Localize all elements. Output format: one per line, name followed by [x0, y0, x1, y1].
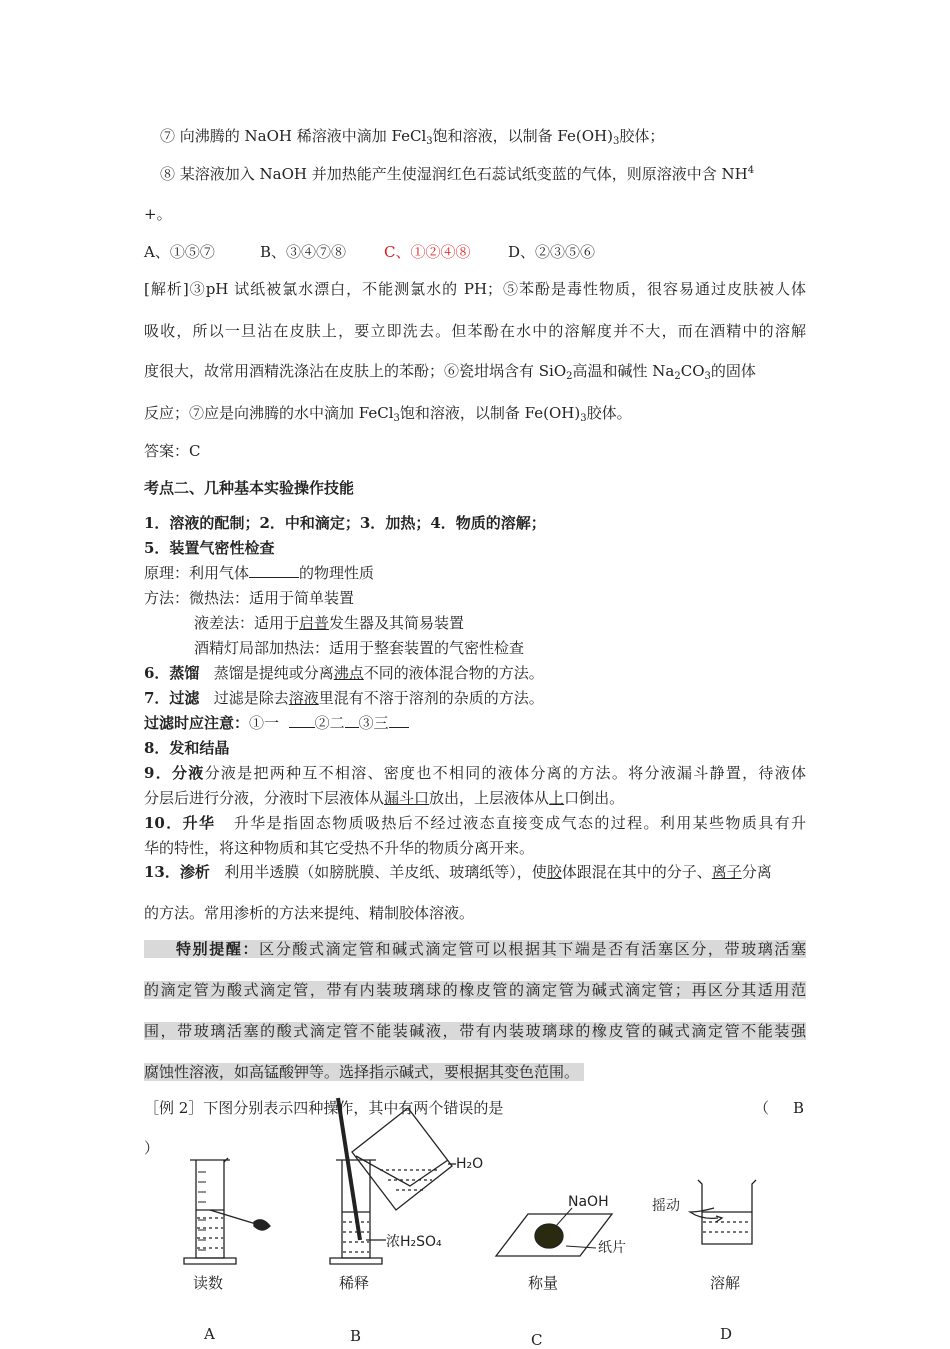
- paper-label: 纸片: [598, 1240, 626, 1256]
- filtration-note: 过滤时应注意：①一 ②二 ③三: [144, 713, 409, 733]
- example-question: ［例 2］下图分别表示四种操作，其中有两个错误的是: [144, 1099, 504, 1117]
- option-d: D、②③⑤⑥: [508, 243, 596, 261]
- method-line-2: 液差法：适用于启普发生器及其简易装置: [194, 614, 465, 632]
- principle-line: 原理：利用气体 的物理性质: [144, 564, 375, 582]
- example-paren-close: ）: [144, 1139, 160, 1157]
- section-title: 考点二、几种基本实验操作技能: [144, 479, 355, 497]
- example-answer: （ B: [754, 1099, 805, 1117]
- reminder-label: 特别提醒：: [176, 940, 260, 958]
- weighing-diagram: [496, 1208, 612, 1256]
- dialysis-line-2: 的方法。常用渗析的方法来提纯、精制胶体溶液。: [144, 904, 475, 922]
- caption-dilution: 稀释: [339, 1274, 370, 1292]
- reminder-line-3: 围，带玻璃活塞的酸式滴定管不能装碱液，带有内装玻璃球的橡皮管的碱式滴定管不能装强: [144, 1022, 806, 1040]
- dissolving-diagram: [690, 1180, 756, 1244]
- airtight-heading: 5．装置气密性检查: [144, 539, 275, 557]
- dialysis-line-1: 13．渗析 利用半透膜（如膀胱膜、羊皮纸、玻璃纸等），使胶体跟混在其中的分子、离子分离: [144, 863, 772, 881]
- figure-letter-c: C: [531, 1331, 543, 1349]
- method-line-3: 酒精灯局部加热法：适用于整套装置的气密性检查: [194, 639, 525, 657]
- separation-line-2: 分层后进行分液，分液时下层液体从漏斗口放出，上层液体从上口倒出。: [144, 789, 625, 807]
- reminder-line-4: 腐蚀性溶液，如高锰酸钾等。选择指示碱式，要根据其变色范围。: [144, 1062, 584, 1082]
- statement-7: ⑦ 向沸腾的 NaOH 稀溶液中滴加 FeCl$_3$饱和溶液，以制备 $Fe(OH)_3$胶体；: [160, 127, 665, 147]
- crystallization-heading: 8．发和结晶: [144, 739, 230, 757]
- caption-reading: 读数: [193, 1274, 224, 1292]
- water-label: H₂O: [456, 1156, 484, 1172]
- sublimation-line-1: 10．升华 升华是指固态物质吸热后不经过液态直接变成气态的过程。利用某些物质具有升: [144, 814, 806, 832]
- figure-letter-a: A: [204, 1325, 215, 1343]
- answer-line: 答案：C: [144, 442, 201, 460]
- separation-line-1: 9．分液分液是把两种互不相溶、密度也不相同的液体分离的方法。将分液漏斗静置，待液体: [144, 764, 806, 782]
- skills-list: 1．溶液的配制；2．中和滴定；3．加热；4．物质的溶解；: [144, 514, 546, 532]
- option-c: C、①②④⑧: [384, 243, 471, 261]
- analysis-line-1: [解析]③pH 试纸被氯水漂白，不能测氯水的 PH；⑤苯酚是毒性物质，很容易通过皮肤被人体: [144, 280, 806, 298]
- analysis-line-4: 反应；⑦应是向沸腾的水中滴加 FeCl$_3$饱和溶液，以制备 $Fe(OH)_3$胶体。: [144, 404, 632, 424]
- statement-8: ⑧ 某溶液加入 NaOH 并加热能产生使湿润红色石蕊试纸变蓝的气体，则原溶液中含 $NH^4$: [160, 165, 755, 183]
- analysis-line-2: 吸收，所以一旦沾在皮肤上，要立即洗去。但苯酚在水中的溶解度并不大，而在酒精中的溶解: [144, 322, 806, 340]
- cylinder-reading-diagram: [184, 1158, 270, 1264]
- analysis-line-3: 度很大，故常用酒精洗涤沾在皮肤上的苯酚；⑥瓷坩埚含有 SiO$_2$高温和碱性 $Na_2CO_3$的固体: [144, 362, 756, 382]
- filtration-line: 7．过滤 过滤是除去溶液里混有不溶于溶剂的杂质的方法。: [144, 689, 544, 707]
- caption-dissolving: 溶解: [710, 1274, 741, 1292]
- sublimation-line-2: 华的特性，将这种物质和其它受热不升华的物质分离开来。: [144, 839, 535, 857]
- figure-letter-d: D: [720, 1325, 733, 1343]
- option-b: B、③④⑦⑧: [260, 243, 347, 261]
- reminder-line-2: 的滴定管为酸式滴定管，带有内装玻璃球的橡皮管的滴定管为碱式滴定管；再区分其适用范: [144, 981, 806, 999]
- method-line-1: 方法：微热法：适用于简单装置: [144, 589, 355, 607]
- caption-weighing: 称量: [528, 1274, 559, 1292]
- shake-label: 摇动: [652, 1198, 680, 1214]
- statement-8-continuation: +。: [144, 205, 172, 223]
- naoh-label: NaOH: [568, 1194, 609, 1210]
- reminder-line-1: 特别提醒：区分酸式滴定管和碱式滴定管可以根据其下端是否有活塞区分，带玻璃活塞: [144, 939, 806, 959]
- acid-label: 浓H₂SO₄: [386, 1234, 442, 1250]
- distillation-line: 6．蒸馏 蒸馏是提纯或分离沸点不同的液体混合物的方法。: [144, 664, 544, 682]
- figure-letter-b: B: [350, 1327, 362, 1345]
- option-a: A、①⑤⑦: [144, 243, 215, 261]
